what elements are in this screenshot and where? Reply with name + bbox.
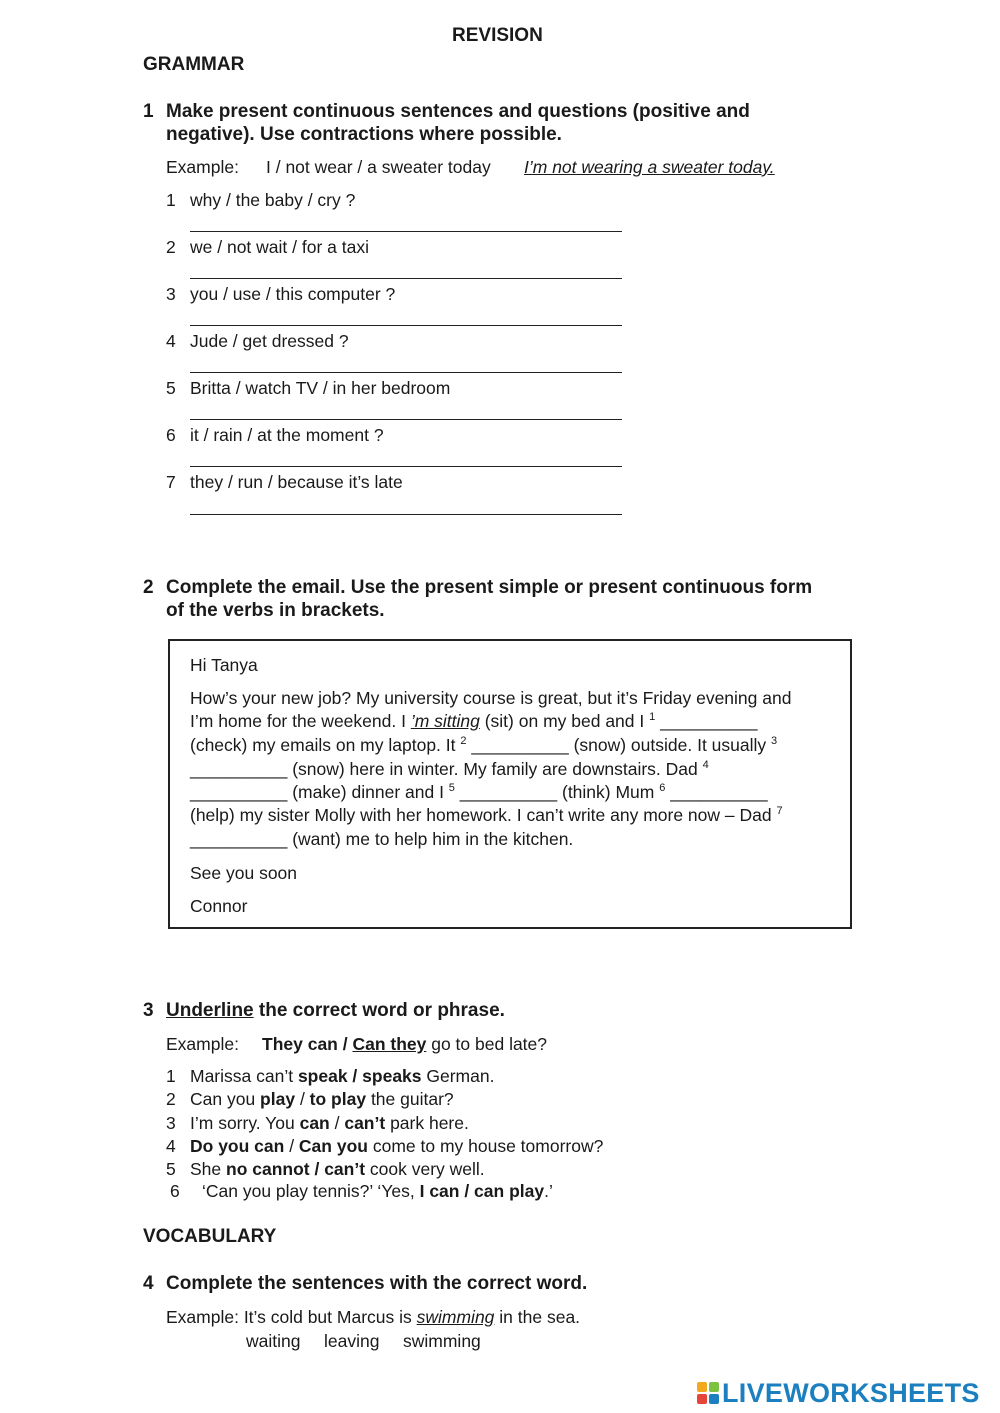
item-number: 3: [166, 284, 176, 304]
item-prompt: why / the baby / cry ?: [190, 190, 356, 210]
instruction-line: Make present continuous sentences and questions (positive and: [166, 101, 750, 122]
instruction-line: Complete the sentences with the correct word.: [166, 1273, 588, 1294]
email-signature: Connor: [190, 896, 248, 916]
item-number: 6: [170, 1181, 180, 1201]
exercise-number: 3: [143, 1000, 154, 1021]
instruction-line: negative). Use contractions where possible.: [166, 124, 562, 145]
grammar-heading: GRAMMAR: [143, 54, 245, 75]
choice-sentence[interactable]: She no cannot / can’t cook very well.: [190, 1159, 485, 1179]
answer-line[interactable]: [190, 231, 622, 232]
answer-line[interactable]: [190, 372, 622, 373]
item-number: 1: [166, 1066, 176, 1086]
item-number: 2: [166, 1089, 176, 1109]
email-line: __________ (want) me to help him in the kitchen.: [190, 829, 574, 849]
item-prompt: Britta / watch TV / in her bedroom: [190, 378, 451, 398]
word-option: swimming: [403, 1331, 481, 1351]
email-line: (check) my emails on my laptop. It $^2$ __________ (snow) outside. It usually $^3$: [190, 735, 778, 755]
word-option: waiting: [246, 1331, 301, 1351]
email-blank[interactable]: __________: [190, 829, 288, 849]
email-line: __________ (snow) here in winter. My family are downstairs. Dad $^4$: [190, 759, 709, 779]
item-number: 2: [166, 237, 176, 257]
item-number: 4: [166, 331, 176, 351]
choice-sentence[interactable]: Can you play / to play the guitar?: [190, 1089, 454, 1109]
liveworksheets-logo[interactable]: [697, 1378, 980, 1408]
instruction-line: Underline the correct word or phrase.: [166, 1000, 505, 1021]
item-number: 5: [166, 1159, 176, 1179]
email-blank[interactable]: __________: [471, 735, 569, 755]
email-line: __________ (make) dinner and I $^5$ __________ (think) Mum $^6$ __________: [190, 782, 768, 802]
email-line: I’m home for the weekend. I ’m sitting (sit) on my bed and I $^1$ __________: [190, 711, 758, 731]
answer-line[interactable]: [190, 419, 622, 420]
answer-line[interactable]: [190, 514, 622, 515]
email-blank[interactable]: __________: [660, 711, 758, 731]
email-blank[interactable]: __________: [670, 782, 768, 802]
example-label: Example:: [166, 1034, 239, 1054]
email-example-answer: ’m sitting: [410, 711, 480, 731]
logo-tile: [697, 1394, 707, 1404]
item-prompt: you / use / this computer ?: [190, 284, 396, 304]
answer-line[interactable]: [190, 325, 622, 326]
choice-sentence[interactable]: Marissa can’t speak / speaks German.: [190, 1066, 495, 1086]
exercise-number: 4: [143, 1273, 154, 1294]
email-greeting: Hi Tanya: [190, 655, 258, 675]
email-blank[interactable]: __________: [190, 759, 288, 779]
answer-line[interactable]: [190, 278, 622, 279]
logo-text: LIVEWORKSHEETS: [722, 1377, 980, 1408]
email-blank[interactable]: __________: [459, 782, 558, 802]
item-prompt: they / run / because it’s late: [190, 472, 403, 492]
item-prompt: we / not wait / for a taxi: [190, 237, 369, 257]
item-number: 1: [166, 190, 176, 210]
vocabulary-heading: VOCABULARY: [143, 1226, 277, 1247]
example-sentence: Example: It’s cold but Marcus is swimming in the sea.: [166, 1307, 581, 1327]
item-number: 3: [166, 1113, 176, 1133]
logo-icon: [697, 1382, 719, 1404]
instruction-line: Complete the email. Use the present simple or present continuous form: [166, 577, 813, 598]
example-answer: I’m not wearing a sweater today.: [524, 157, 775, 177]
email-line: How’s your new job? My university course is great, but it’s Friday evening and: [190, 688, 792, 708]
item-number: 5: [166, 378, 176, 398]
exercise-number: 2: [143, 577, 154, 598]
example-sentence: They can / Can they go to bed late?: [262, 1034, 548, 1054]
word-option: leaving: [324, 1331, 380, 1351]
item-number: 4: [166, 1136, 176, 1156]
item-number: 6: [166, 425, 176, 445]
example-label: Example:: [166, 157, 239, 177]
logo-tile: [709, 1382, 719, 1392]
item-prompt: Jude / get dressed ?: [190, 331, 349, 351]
email-closing: See you soon: [190, 863, 298, 883]
item-prompt: it / rain / at the moment ?: [190, 425, 384, 445]
example-prompt: I / not wear / a sweater today: [266, 157, 491, 177]
choice-sentence[interactable]: Do you can / Can you come to my house tomorrow?: [190, 1136, 604, 1156]
choice-sentence[interactable]: ‘Can you play tennis?’ ‘Yes, I can / can play.’: [202, 1181, 553, 1201]
email-line: (help) my sister Molly with her homework. I can’t write any more now – Dad $^7$: [190, 805, 783, 825]
item-number: 7: [166, 472, 176, 492]
email-blank[interactable]: __________: [190, 782, 288, 802]
answer-line[interactable]: [190, 466, 622, 467]
choice-sentence[interactable]: I’m sorry. You can / can’t park here.: [190, 1113, 469, 1133]
logo-tile: [697, 1382, 707, 1392]
logo-tile: [709, 1394, 719, 1404]
page-title: REVISION: [452, 25, 543, 46]
instruction-line: of the verbs in brackets.: [166, 600, 385, 621]
exercise-number: 1: [143, 101, 154, 122]
